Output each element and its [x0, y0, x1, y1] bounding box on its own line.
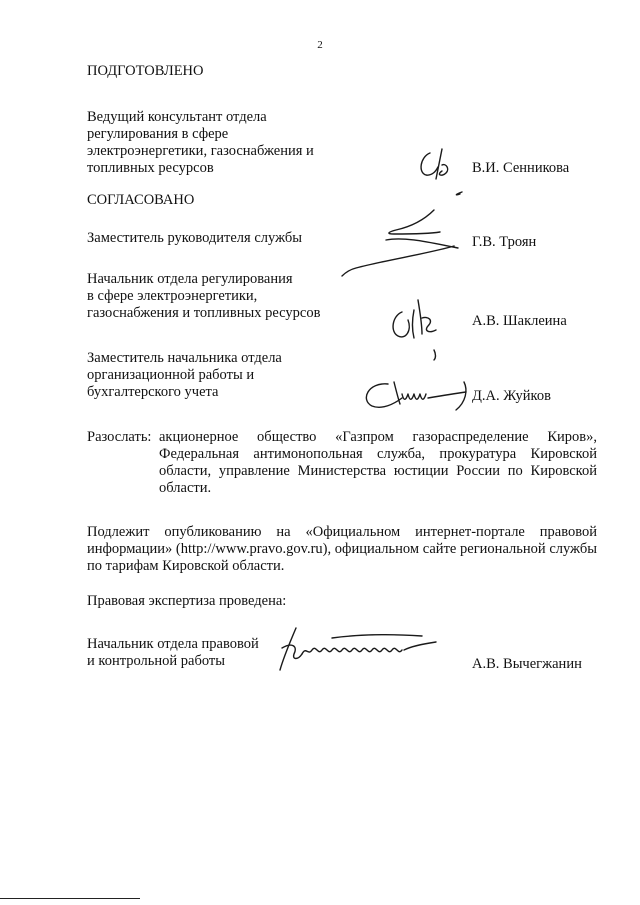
prepared-position: Ведущий консультант отдела регулирования в сфере электроэнергетики, газоснабжения и топливных ресурсов: [87, 109, 314, 176]
signature-senikova: [412, 143, 472, 188]
legal-review-position: Начальник отдела правовой и контрольной работы: [87, 636, 259, 669]
signer-position: Заместитель начальника отдела организационной работы и бухгалтерского учета: [87, 350, 282, 400]
distribution-text: акционерное общество «Газпром газораспределение Киров», Федеральная антимонопольная служба, прокуратура Кировской области, управление Министерства юстиции России по Кировской области.: [159, 429, 597, 496]
legal-review-name: А.В. Вычегжанин: [472, 656, 582, 672]
distribution: [87, 429, 597, 497]
signature-zhuykov: [352, 374, 482, 416]
signer-name: А.В. Шаклеина: [472, 313, 567, 329]
signature-shakleina: [388, 290, 458, 362]
prepared-name: В.И. Сенникова: [472, 160, 570, 176]
signer-name: Д.А. Жуйков: [472, 388, 551, 404]
signer-position: Начальник отдела регулирования в сфере электроэнергетики, газоснабжения и топливных ресурсов: [87, 271, 321, 321]
footer-divider: [0, 898, 140, 899]
signature-troyan: [336, 188, 466, 283]
signature-vychegzhanin: [272, 624, 442, 676]
publication-note: Подлежит опубликованию на «Официальном интернет-портале правовой информации» (http://www.pravo.gov.ru), официальном сайте региональной службы по тарифам Кировской области.: [87, 524, 597, 574]
agreed-heading: СОГЛАСОВАНО: [87, 192, 195, 208]
legal-review-note: Правовая экспертиза проведена:: [87, 593, 287, 609]
signer-name: Г.В. Троян: [472, 234, 537, 250]
prepared-heading: ПОДГОТОВЛЕНО: [87, 63, 204, 79]
signer-position: Заместитель руководителя службы: [87, 230, 303, 246]
page-number: 2: [317, 39, 323, 51]
distribution-label: Разослать:: [87, 429, 152, 445]
